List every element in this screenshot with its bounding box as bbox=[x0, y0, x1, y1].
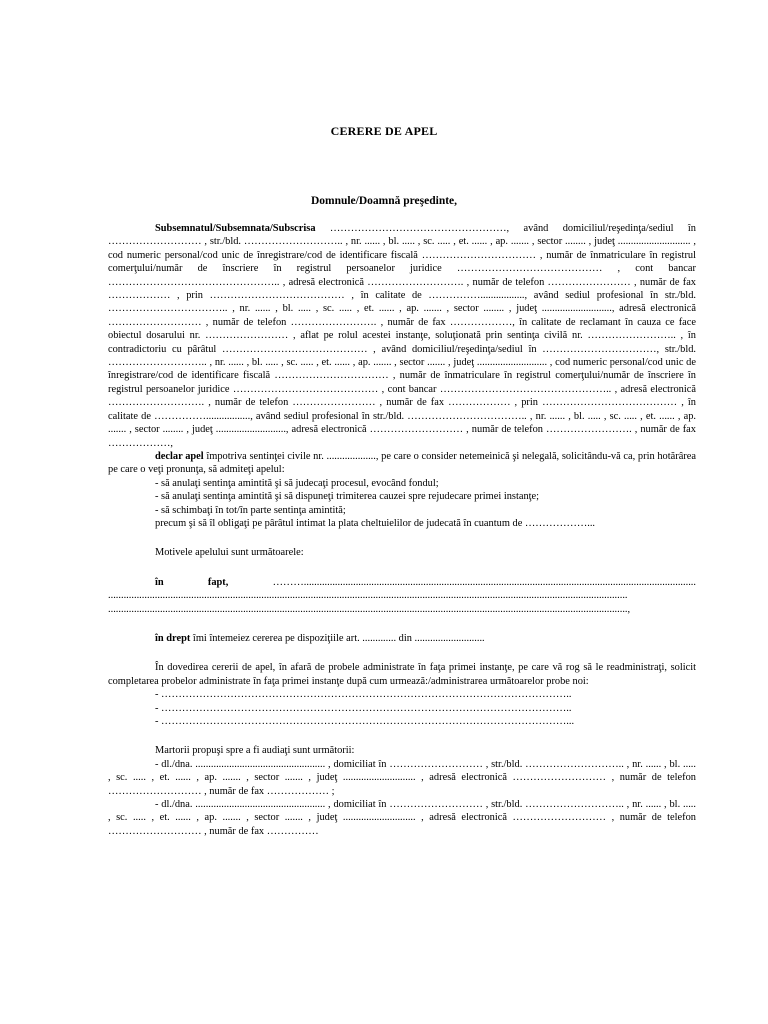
fact-text: ………....................................................................................................................................................... ........................................................................................................................................................................................................ ........................................................................................................................................................................................................, bbox=[108, 576, 696, 615]
evidence-item: - ……………………………………………………………………………………………………….. bbox=[155, 702, 572, 714]
fact-label: în fapt, bbox=[155, 576, 229, 588]
appeal-paragraph bbox=[108, 450, 696, 477]
petitioner-paragraph bbox=[108, 222, 696, 450]
grounds-law bbox=[108, 632, 696, 645]
petitioner-text: ……………………………………………, având domiciliul/reşedinţa/sediul în ……………………… , str./bld. ……………………….. , nr. ...... , bl. ..... , sc. ..... , et. ...... , ap. ....... , sector ........ , judeţ ............................ , cod numeric personal/cod unic de înregistrare/cod de identificare fiscală …………………………… , număr de înmatriculare în registrul comerţului/număr de înscriere în registrul persoanelor juridice …………………………………… , cont bancar ………………………………………….. , adresă electronică ………………………. , număr de telefon …………………… , număr de fax ……………… , prin ………………………………… , în calitate de ……………................., având sediul profesional în str./bld. …………………………….. , nr. ...... , bl. ..... , sc. ..... , et. ...... , ap. ....... , sector ........ , judeţ ..........................., adresă electronică ……………………… , număr de telefon ……………………. , număr de fax ………………, în calitate de reclamant în cauza ce face obiectul dosarului nr. …………………… , aflat pe rolul acestei instanţe, soluţionată prin sentinţa civilă nr. …………………….. , în contradictoriu cu pârâtul …………………………………… , având domiciliul/reşedinţa/sediul în ……………………………, str./bld. ……………………….. , nr. ...... , bl. ..... , sc. ..... , et. ...... , ap. ....... , sector ....... , judeţ ........................... , cod numeric personal/cod unic de înregistrare/cod de identificare fiscală …………………………… , număr de înmatriculare în registrul comerţului/număr de înscriere în registrul persoanelor juridice …………………………………… , cont bancar ………………………………………….. , adresă electronică ………………………. , număr de telefon …………………… , număr de fax ……………… , prin ………………………………… , în calitate de ……………................., având sediul profesional în str./bld. …………………………….. , nr. ...... , bl. ..... , sc. ..... , et. ...... , ap. ....... , sector ........ , judeţ ..........................., adresă electronică ……………………… , număr de telefon ……………………. , număr de fax ………………, bbox=[108, 223, 696, 449]
witness-item: - dl./dna. .................................................. , domiciliat în ……………………… , str./bld. ……………………….. , nr. ...... , bl. ..... , sc. ..... , et. ...... , ap. ....... , sector ....... , judeţ ............................ , adresă electronică ……………………… , număr de telefon ……………………… , număr de fax …………… bbox=[108, 799, 696, 837]
grounds-intro: Motivele apelului sunt următoarele: bbox=[155, 547, 304, 559]
appeal-option: - să anulaţi sentinţa amintită şi să judecaţi procesul, evocând fondul; bbox=[155, 477, 439, 489]
appeal-costs: precum şi să îl obligaţi pe pârâtul intimat la plata cheltuielilor de judecată în cuantum de ………………... bbox=[155, 517, 596, 529]
evidence-paragraph: În dovedirea cererii de apel, în afară de probele administrate în faţa primei instanţe, pe care vă rog să le readministraţi, solicit completarea probelor administrate în faţa primei instanţe după cum urmează:/administrarea următoarelor probe noi: bbox=[108, 662, 696, 687]
greeting: Domnule/Doamnă preşedinte, bbox=[310, 195, 458, 207]
appeal-option: - să schimbaţi în tot/în parte sentinţa amintită; bbox=[155, 504, 346, 516]
appeal-text: împotriva sentinţei civile nr. ..................., pe care o consider netemeinică şi nelegală, solicitându-vă ca, prin hotărârea pe care o veţi pronunţa, să admiteţi apelul: bbox=[108, 450, 696, 476]
appeal-option: - să anulaţi sentinţa amintită şi să dispuneţi trimiterea cauzei spre rejudecare primei instanţe; bbox=[155, 491, 540, 503]
witness-item: - dl./dna. .................................................. , domiciliat în ……………………… , str./bld. ……………………….. , nr. ...... , bl. ..... , sc. ..... , et. ...... , ap. ....... , sector ....... , judeţ ............................ , adresă electronică ……………………… , număr de telefon ……………………… , număr de fax ……………… ; bbox=[108, 758, 696, 797]
appeal-label: declar apel bbox=[155, 450, 204, 462]
document-title: CERERE DE APEL bbox=[330, 124, 438, 138]
witnesses-intro: Martorii propuşi spre a fi audiaţi sunt următorii: bbox=[155, 745, 355, 757]
document-body bbox=[108, 222, 696, 838]
petitioner-label: Subsemnatul/Subsemnata/Subscrisa bbox=[155, 223, 316, 234]
grounds-fact bbox=[108, 576, 696, 616]
law-text: îmi întemeiez cererea pe dispoziţiile art. ............. din ........................... bbox=[190, 632, 485, 644]
law-label: în drept bbox=[155, 632, 191, 644]
evidence-item: - ……………………………………………………………………………………………………….. bbox=[155, 689, 572, 701]
evidence-item: - ………………………………………………………………………………………………………... bbox=[155, 716, 575, 727]
